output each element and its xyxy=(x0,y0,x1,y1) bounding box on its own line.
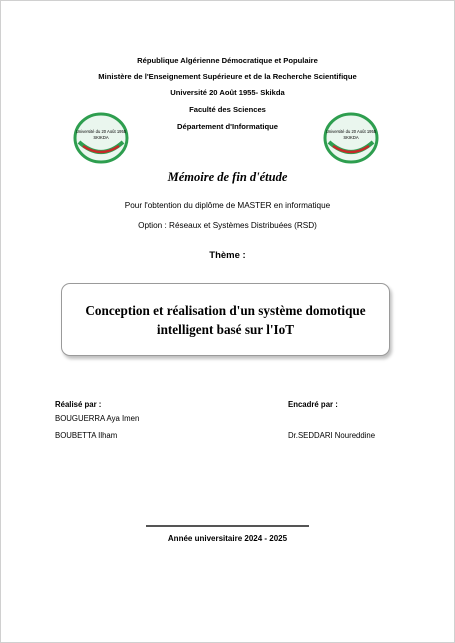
supervisor-name: Dr.SEDDARI Noureddine xyxy=(288,431,376,440)
option-line: Option : Réseaux et Systèmes Distribuées (RSD) xyxy=(138,221,317,230)
svg-text:SKIKDA: SKIKDA xyxy=(93,135,109,140)
header-university: Université 20 Août 1955- Skikda xyxy=(170,88,285,97)
university-logo-right xyxy=(323,112,379,164)
university-logo-left xyxy=(73,112,129,164)
theme-box xyxy=(61,283,390,356)
svg-text:Université du 20 Août 1955: Université du 20 Août 1955 xyxy=(75,129,127,134)
theme-text: Conception et réalisation d'un système domotique intelligent basé sur l'IoT xyxy=(85,302,366,337)
header-department: Département d'Informatique xyxy=(177,122,278,131)
document-title: Mémoire de fin d'étude xyxy=(167,170,288,184)
diploma-line: Pour l'obtention du diplôme de MASTER en informatique xyxy=(124,201,331,210)
theme-label: Thème : xyxy=(209,250,246,261)
supervisor-label: Encadré par : xyxy=(288,400,338,409)
academic-year: Année universitaire 2024 - 2025 xyxy=(167,534,288,543)
separator-line xyxy=(146,525,309,527)
header-republic: République Algérienne Démocratique et Populaire xyxy=(137,56,318,65)
header-faculty: Faculté des Sciences xyxy=(189,105,266,114)
svg-text:SKIKDA: SKIKDA xyxy=(343,135,359,140)
svg-text:Université du 20 Août 1955: Université du 20 Août 1955 xyxy=(325,129,377,134)
author-name: BOUGUERRA Aya Imen xyxy=(55,414,140,423)
author-name: BOUBETTA Ilham xyxy=(55,431,118,440)
header-ministry: Ministère de l'Enseignement Supérieure et de la Recherche Scientifique xyxy=(98,72,357,81)
authors-label: Réalisé par : xyxy=(55,400,102,409)
